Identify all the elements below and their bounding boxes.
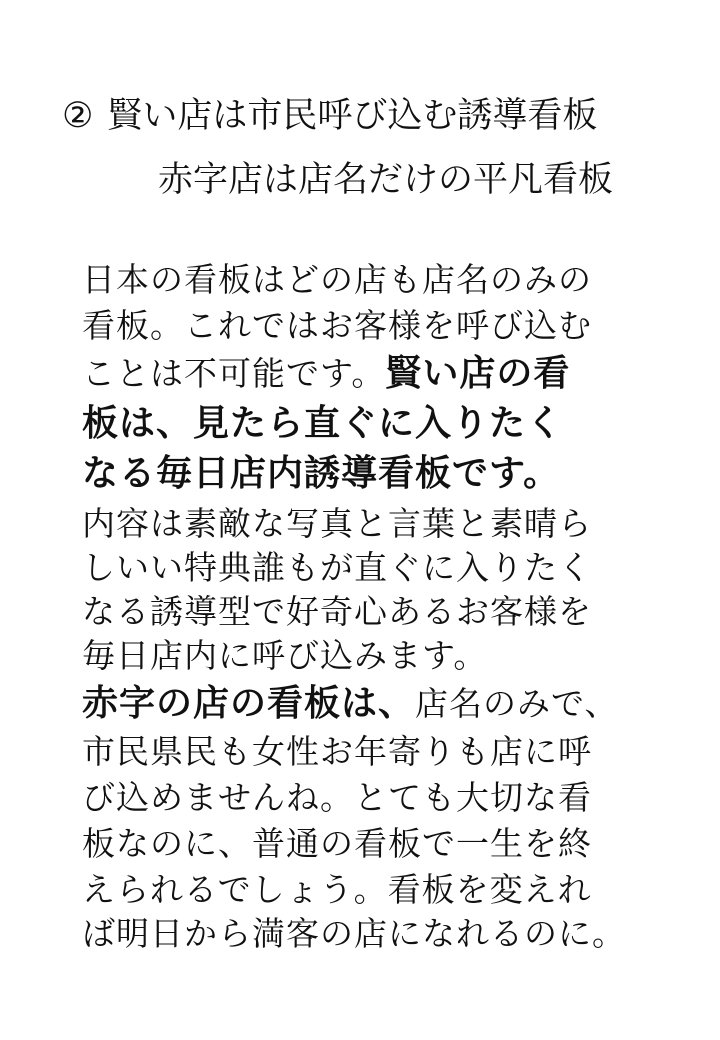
body-line-12: び込めませんね。とても大切な看: [82, 778, 592, 817]
body-emphasis: 賢い店の看: [385, 353, 571, 394]
body-line-11: 市民県民も女性お年寄りも店に呼: [82, 732, 592, 771]
body-line-10: [82, 684, 618, 724]
body-line-15: ば明日から満客の店になれるのに。: [82, 914, 626, 953]
heading-title: 賢い店は市民呼び込む誘導看板: [107, 96, 598, 136]
body-emphasis: 赤字の店の看板は、: [82, 683, 416, 724]
body-text: ことは不可能です。: [82, 354, 386, 393]
body-line-7: しいい特典誰もが直ぐに入りたく: [82, 548, 592, 587]
body-line-8: なる誘導型で好奇心あるお客様を: [82, 592, 592, 631]
body-line-3: [82, 354, 570, 394]
body-line-13: 板なのに、普通の看板で一生を終: [82, 824, 592, 863]
body-line-1: 日本の看板はどの店も店名のみの: [82, 260, 592, 299]
body-line-14: えられるでしょう。看板を変えれ: [82, 870, 592, 909]
body-line-4: 板は、見たら直ぐに入りたく: [82, 403, 564, 444]
section-number: ②: [62, 96, 94, 136]
body-line-5: なる毎日店内誘導看板です。: [82, 453, 561, 494]
body-line-6: 内容は素敵な写真と言葉と素晴ら: [82, 504, 592, 543]
heading-line-2: 赤字店は店名だけの平凡看板: [158, 160, 614, 200]
body-text: 店名のみで、: [415, 684, 619, 723]
body-line-2: 看板。これではお客様を呼び込む: [82, 306, 592, 345]
body-line-9: 毎日店内に呼び込みます。: [82, 636, 488, 675]
heading-line-1: [62, 96, 597, 136]
